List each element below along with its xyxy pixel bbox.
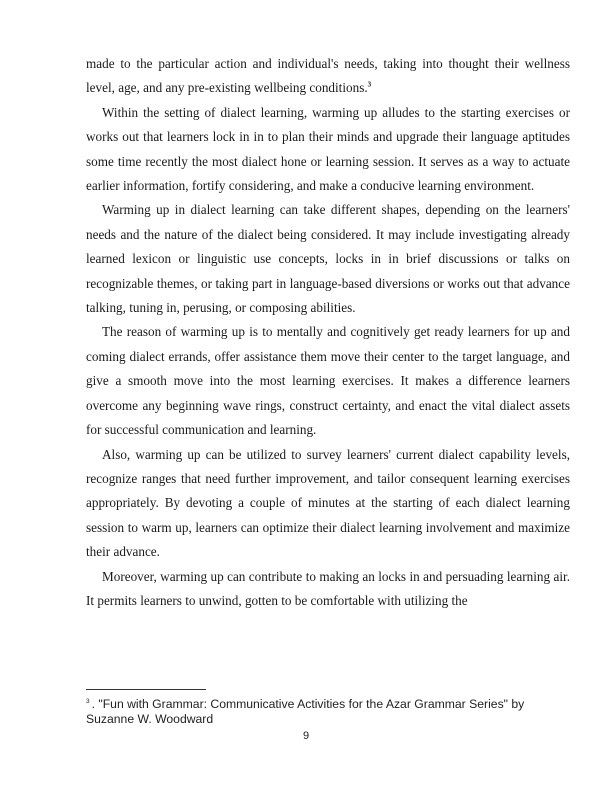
document-body (86, 52, 570, 613)
page-number: 9 (302, 730, 310, 742)
paragraph-6: Moreover, warming up can contribute to making an locks in and persuading learning air. It permits learners to unwind, gotten to be comfortable with utilizing the (86, 568, 570, 608)
paragraph-4: The reason of warming up is to mentally and cognitively get ready learners for up and coming dialect errands, offer assistance them move their center to the target language, and give a smooth move into the most learning exercises. It makes a difference learners overcome any beginning wave rings, construct certainty, and enact the vital dialect assets for successful communication and learning. (86, 324, 570, 438)
footnote-marker: 3 (86, 698, 90, 705)
footnote-reference[interactable]: 3 (367, 81, 372, 90)
paragraph-3: Warming up in dialect learning can take different shapes, depending on the learners' needs and the nature of the dialect being considered. It may include investigating already learned lexicon or linguistic use concepts, locks in in brief discussions or talks on recognizable themes, or taking part in language-based diversions or works out that advance talking, tuning in, perusing, or composing abilities. (86, 202, 570, 316)
footnote-divider (86, 689, 206, 690)
footnote-text: . "Fun with Grammar: Communicative Activities for the Azar Grammar Series" by Suzanne W. Woodward (86, 697, 525, 727)
paragraph-5: Also, warming up can be utilized to survey learners' current dialect capability levels, recognize ranges that need further improvement, and tailor consequent learning exercises appropriately. By devoting a couple of minutes at the starting of each dialect learning session to warm up, learners can optimize their dialect learning involvement and maximize their advance. (86, 446, 570, 560)
paragraph-2: Within the setting of dialect learning, warming up alludes to the starting exercises or works out that learners lock in in to plan their minds and upgrade their language aptitudes some time recently the most dialect hone or learning session. It serves as a way to actuate earlier information, fortify considering, and make a conducive learning environment. (86, 104, 570, 194)
paragraph-1-text: made to the particular action and individual's needs, taking into thought their wellness level, age, and any pre-existing wellbeing conditions. (86, 56, 570, 96)
paragraph-1 (86, 52, 570, 101)
footnote (86, 694, 570, 727)
